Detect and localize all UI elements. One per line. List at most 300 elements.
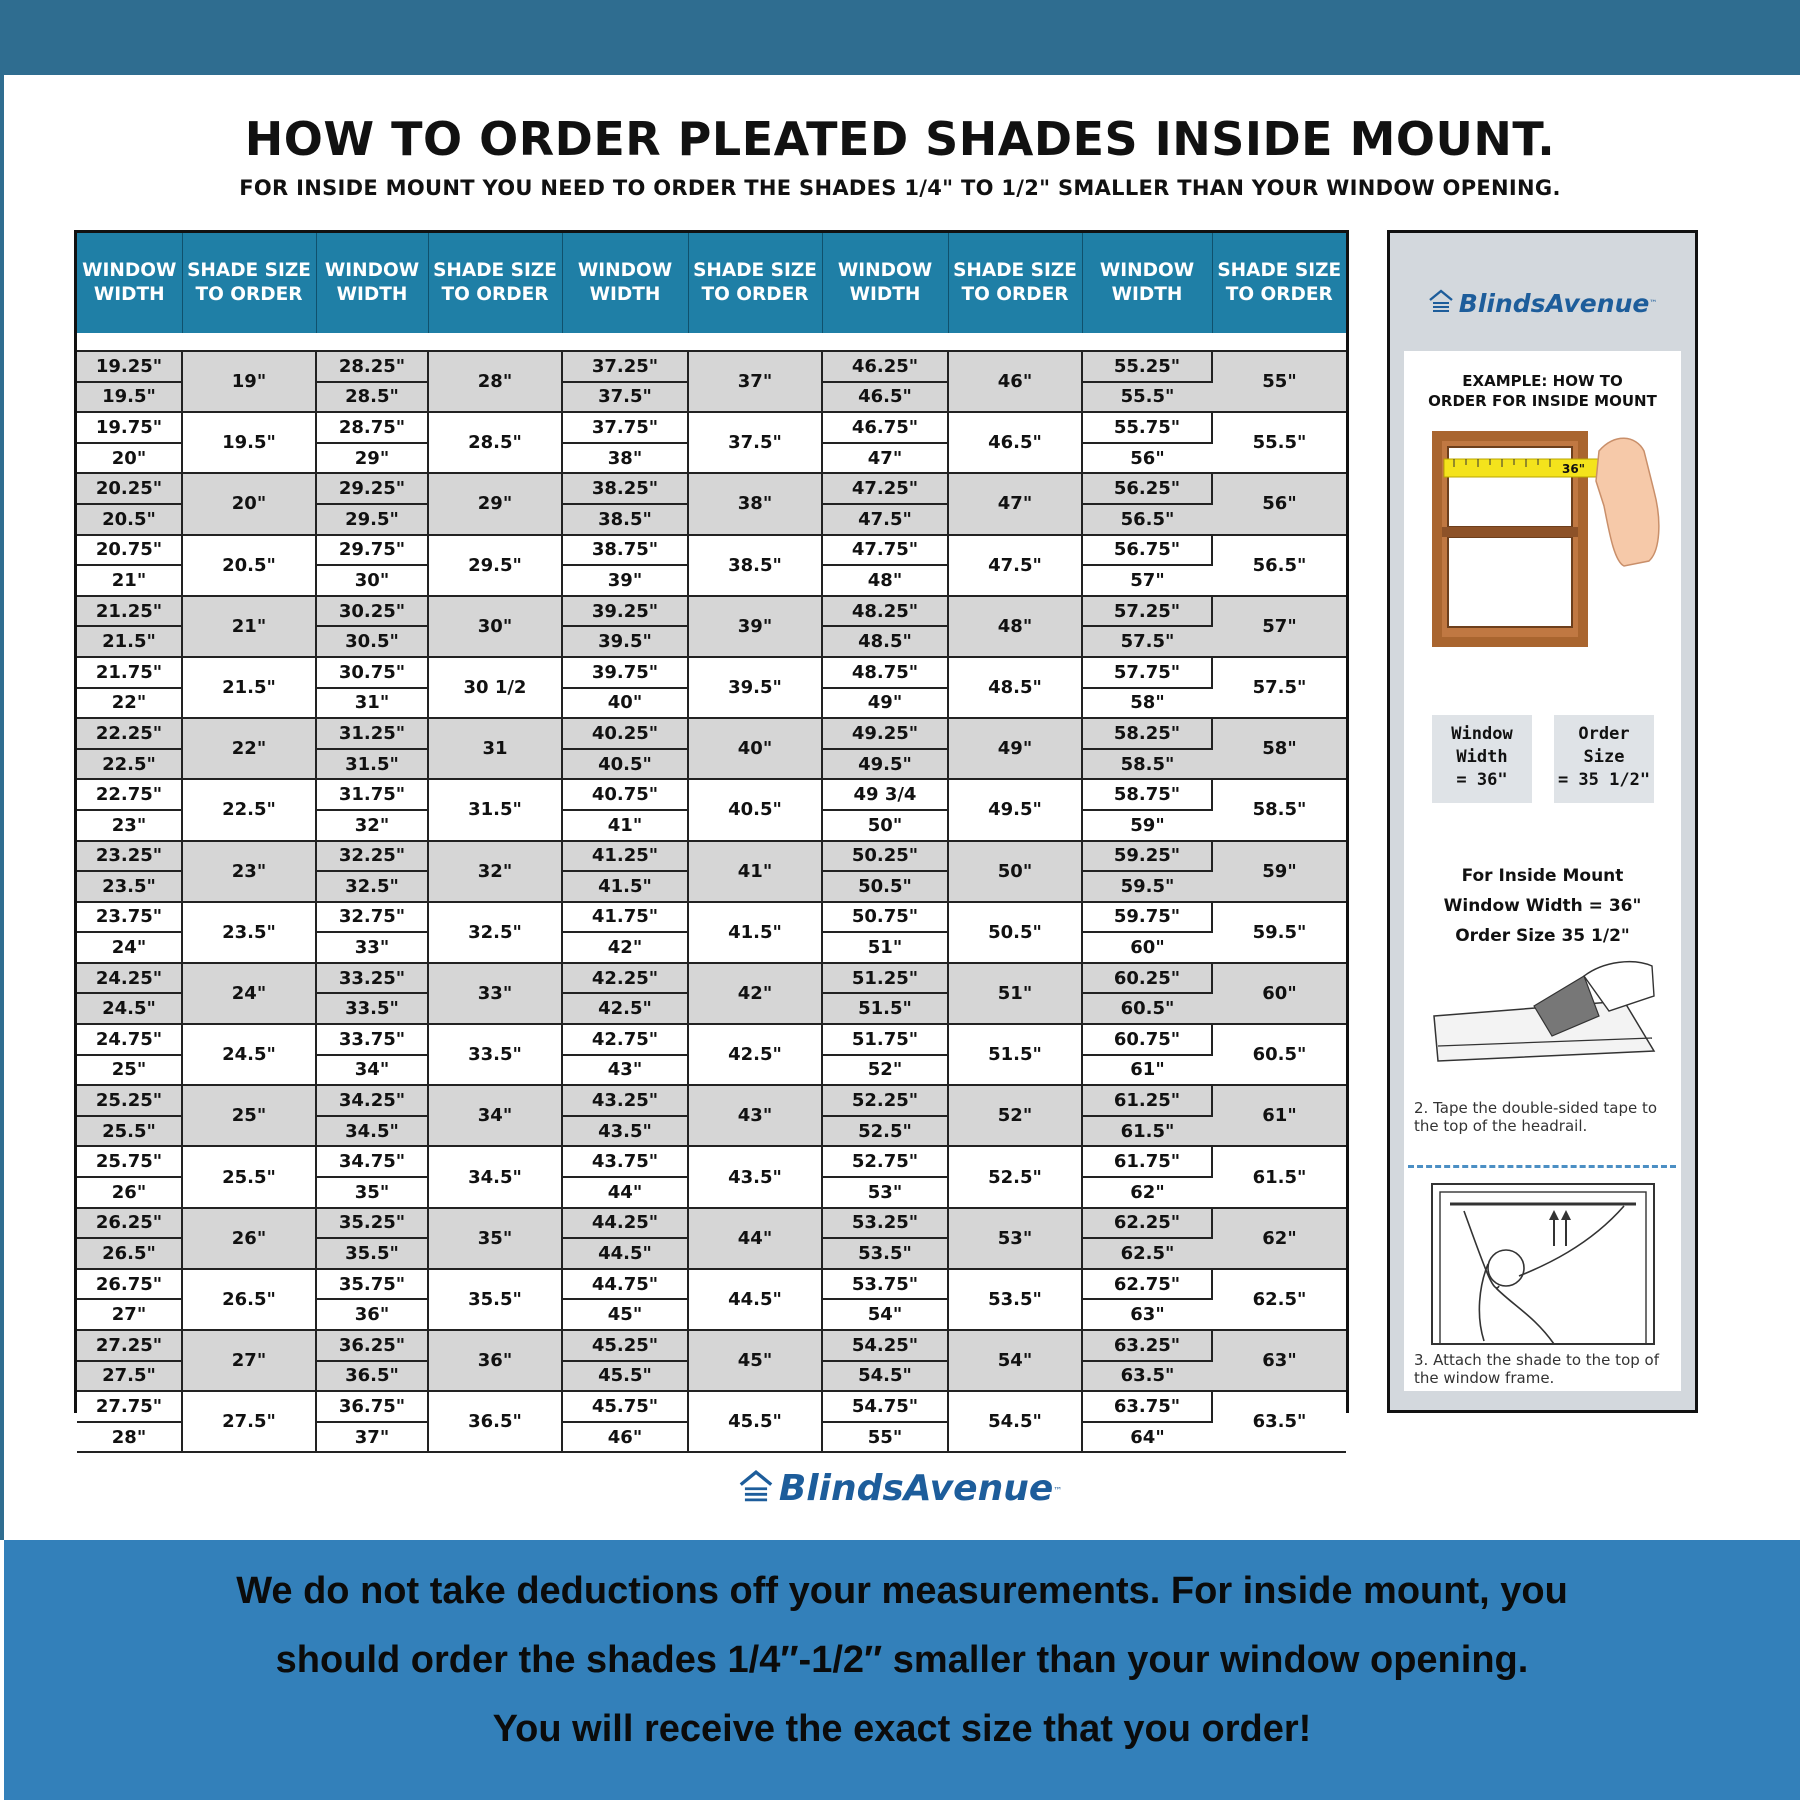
window-width-cell: 28" (77, 1422, 182, 1453)
shade-size-cell: 23" (182, 841, 316, 902)
shade-size-cell: 24.5" (182, 1024, 316, 1085)
shade-size-cell: 25.5" (182, 1146, 316, 1207)
window-width-cell: 38.5" (562, 504, 688, 535)
window-measuring-illustration (1424, 421, 1664, 651)
window-width-cell: 55" (822, 1422, 948, 1453)
shade-size-cell: 23.5" (182, 902, 316, 963)
shade-size-cell: 26" (182, 1208, 316, 1269)
window-width-cell: 55.5" (1082, 382, 1212, 413)
window-width-cell: 45.25" (562, 1330, 688, 1361)
window-width-cell: 24.75" (77, 1024, 182, 1055)
window-width-cell: 60.25" (1082, 963, 1212, 994)
shade-size-cell: 58.5" (1212, 779, 1346, 840)
window-width-cell: 26.75" (77, 1269, 182, 1300)
table-row (77, 1208, 1346, 1239)
shade-size-cell: 50.5" (948, 902, 1082, 963)
window-width-cell: 60.5" (1082, 993, 1212, 1024)
window-width-cell: 43.5" (562, 1116, 688, 1147)
header-line: WIDTH (1111, 284, 1183, 305)
house-roof-icon (738, 1468, 774, 1504)
table-row (77, 779, 1346, 810)
window-width-cell: 58.75" (1082, 779, 1212, 810)
header-line: TO ORDER (1225, 284, 1333, 305)
footer-notice (4, 1540, 1800, 1800)
header-line: TO ORDER (441, 284, 549, 305)
window-width-cell: 49 3/4 (822, 779, 948, 810)
spacer-cell (562, 333, 688, 351)
window-width-cell: 40.75" (562, 779, 688, 810)
window-width-cell: 51.75" (822, 1024, 948, 1055)
window-width-cell: 31.75" (316, 779, 428, 810)
window-width-cell: 34" (316, 1055, 428, 1086)
window-width-cell: 25.25" (77, 1085, 182, 1116)
window-width-cell: 57" (1082, 565, 1212, 596)
header-line: SHADE SIZE (1217, 260, 1342, 281)
shade-size-cell: 59.5" (1212, 902, 1346, 963)
header-line: SHADE SIZE (187, 260, 311, 281)
window-width-cell: 35.5" (316, 1238, 428, 1269)
shade-size-cell: 36" (428, 1330, 562, 1391)
header-shade-size-1 (428, 233, 562, 333)
window-width-cell: 42.5" (562, 993, 688, 1024)
window-width-cell: 55.25" (1082, 351, 1212, 382)
window-width-cell: 39" (562, 565, 688, 596)
window-width-box (1432, 715, 1532, 803)
window-width-cell: 49.5" (822, 749, 948, 780)
table-row (77, 1330, 1346, 1361)
shade-size-cell: 41" (688, 841, 822, 902)
header-shade-size-3 (948, 233, 1082, 333)
header-shade-size-0 (182, 233, 316, 333)
shade-size-cell: 41.5" (688, 902, 822, 963)
inside-mount-note (1404, 861, 1681, 951)
window-width-cell: 23" (77, 810, 182, 841)
window-width-cell: 23.75" (77, 902, 182, 933)
window-width-cell: 26" (77, 1177, 182, 1208)
shade-size-cell: 44" (688, 1208, 822, 1269)
window-width-cell: 48.5" (822, 626, 948, 657)
shade-size-cell: 34" (428, 1085, 562, 1146)
window-width-cell: 37" (316, 1422, 428, 1453)
window-width-cell: 36" (316, 1299, 428, 1330)
window-width-cell: 28.75" (316, 412, 428, 443)
window-width-cell: 19.75" (77, 412, 182, 443)
window-width-cell: 54.25" (822, 1330, 948, 1361)
window-width-cell: 26.25" (77, 1208, 182, 1239)
window-width-cell: 40.25" (562, 718, 688, 749)
window-width-cell: 33" (316, 932, 428, 963)
window-width-cell: 30.5" (316, 626, 428, 657)
inside-mount-note-line-1: For Inside Mount (1461, 866, 1624, 886)
header-line: WIDTH (93, 284, 165, 305)
window-width-cell: 25" (77, 1055, 182, 1086)
shade-size-cell: 48" (948, 596, 1082, 657)
shade-size-cell: 57.5" (1212, 657, 1346, 718)
window-width-cell: 23.25" (77, 841, 182, 872)
header-line: WINDOW (82, 260, 177, 281)
header-line: SHADE SIZE (433, 260, 557, 281)
window-width-cell: 50.25" (822, 841, 948, 872)
shade-size-cell: 22" (182, 718, 316, 779)
table-row (77, 963, 1346, 994)
window-width-cell: 49" (822, 688, 948, 719)
house-roof-icon (1428, 288, 1454, 314)
shade-size-cell: 32" (428, 841, 562, 902)
window-width-cell: 61" (1082, 1055, 1212, 1086)
window-width-cell: 22.25" (77, 718, 182, 749)
window-width-cell: 52.75" (822, 1146, 948, 1177)
window-width-cell: 57.5" (1082, 626, 1212, 657)
spacer-cell (948, 333, 1082, 351)
window-width-cell: 38.25" (562, 473, 688, 504)
step-2-text: 2. Tape the double-sided tape to the top of the headrail. (1414, 1099, 1658, 1135)
window-width-cell: 62" (1082, 1177, 1212, 1208)
window-width-cell: 58.5" (1082, 749, 1212, 780)
window-width-cell: 34.75" (316, 1146, 428, 1177)
window-width-cell: 28.5" (316, 382, 428, 413)
shade-size-cell: 54.5" (948, 1391, 1082, 1452)
table-row (77, 412, 1346, 443)
window-width-cell: 21.25" (77, 596, 182, 627)
window-width-cell: 37.75" (562, 412, 688, 443)
window-width-cell: 27.25" (77, 1330, 182, 1361)
window-width-cell: 21" (77, 565, 182, 596)
window-width-cell: 56.25" (1082, 473, 1212, 504)
window-width-cell: 24.25" (77, 963, 182, 994)
window-width-cell: 58" (1082, 688, 1212, 719)
window-width-cell: 20.25" (77, 473, 182, 504)
window-width-cell: 55.75" (1082, 412, 1212, 443)
window-width-cell: 35.75" (316, 1269, 428, 1300)
shade-size-cell: 53" (948, 1208, 1082, 1269)
table-spacer-row (77, 333, 1346, 351)
shade-size-cell: 39" (688, 596, 822, 657)
window-width-cell: 36.5" (316, 1361, 428, 1392)
shade-size-cell: 27.5" (182, 1391, 316, 1452)
shade-size-cell: 42" (688, 963, 822, 1024)
shade-size-cell: 58" (1212, 718, 1346, 779)
window-width-cell: 62.5" (1082, 1238, 1212, 1269)
window-width-cell: 19.5" (77, 382, 182, 413)
table-row (77, 902, 1346, 933)
inside-mount-note-line-3: Order Size 35 1/2" (1455, 926, 1630, 946)
window-width-cell: 54.75" (822, 1391, 948, 1422)
window-width-cell: 52.25" (822, 1085, 948, 1116)
shade-size-cell: 29" (428, 473, 562, 534)
window-width-cell: 63" (1082, 1299, 1212, 1330)
window-width-cell: 60" (1082, 932, 1212, 963)
window-width-cell: 32.5" (316, 871, 428, 902)
table-row (77, 596, 1346, 627)
window-width-cell: 56.5" (1082, 504, 1212, 535)
header-window-width-1 (316, 233, 428, 333)
window-width-cell: 32.25" (316, 841, 428, 872)
window-width-cell: 44" (562, 1177, 688, 1208)
order-size-label-2: Size (1583, 747, 1625, 767)
window-width-cell: 33.25" (316, 963, 428, 994)
shade-size-cell: 29.5" (428, 535, 562, 596)
window-width-cell: 38.75" (562, 535, 688, 566)
window-width-cell: 30.75" (316, 657, 428, 688)
window-width-cell: 57.25" (1082, 596, 1212, 627)
shade-size-cell: 43.5" (688, 1146, 822, 1207)
header-line: WINDOW (324, 260, 420, 281)
table-row (77, 1085, 1346, 1116)
window-width-cell: 22" (77, 688, 182, 719)
inside-mount-note-line-2: Window Width = 36" (1443, 896, 1642, 916)
window-width-cell: 51" (822, 932, 948, 963)
window-width-cell: 64" (1082, 1422, 1212, 1453)
window-width-cell: 58.25" (1082, 718, 1212, 749)
window-width-cell: 29.5" (316, 504, 428, 535)
example-title-line-2: ORDER FOR INSIDE MOUNT (1428, 392, 1657, 410)
window-width-cell: 21.75" (77, 657, 182, 688)
header-line: SHADE SIZE (953, 260, 1077, 281)
shade-size-cell: 53.5" (948, 1269, 1082, 1330)
shade-size-cell: 45" (688, 1330, 822, 1391)
window-width-cell: 50" (822, 810, 948, 841)
spacer-cell (182, 333, 316, 351)
shade-size-cell: 62" (1212, 1208, 1346, 1269)
window-width-cell: 32" (316, 810, 428, 841)
window-width-cell: 42.25" (562, 963, 688, 994)
top-banner (0, 0, 1800, 75)
window-width-cell: 36.25" (316, 1330, 428, 1361)
window-width-cell: 53.5" (822, 1238, 948, 1269)
shade-size-cell: 31 (428, 718, 562, 779)
window-width-cell: 44.5" (562, 1238, 688, 1269)
shade-size-cell: 61.5" (1212, 1146, 1346, 1207)
shade-size-cell: 49.5" (948, 779, 1082, 840)
table-row (77, 841, 1346, 872)
shade-size-cell: 19.5" (182, 412, 316, 473)
shade-size-cell: 44.5" (688, 1269, 822, 1330)
window-width-cell: 24" (77, 932, 182, 963)
window-width-cell: 49.25" (822, 718, 948, 749)
window-width-cell: 27.75" (77, 1391, 182, 1422)
shade-size-cell: 40" (688, 718, 822, 779)
window-width-cell: 39.5" (562, 626, 688, 657)
window-width-cell: 53.75" (822, 1269, 948, 1300)
left-edge-stripe (0, 75, 4, 1540)
header-window-width-2 (562, 233, 688, 333)
window-width-cell: 22.75" (77, 779, 182, 810)
window-width-cell: 54" (822, 1299, 948, 1330)
shade-size-cell: 52.5" (948, 1146, 1082, 1207)
window-width-cell: 43" (562, 1055, 688, 1086)
window-width-cell: 33.75" (316, 1024, 428, 1055)
header-line: WIDTH (336, 284, 408, 305)
window-width-cell: 52" (822, 1055, 948, 1086)
window-width-cell: 30" (316, 565, 428, 596)
shade-size-cell: 22.5" (182, 779, 316, 840)
shade-size-cell: 20.5" (182, 535, 316, 596)
window-width-cell: 47.75" (822, 535, 948, 566)
window-width-cell: 63.25" (1082, 1330, 1212, 1361)
window-width-value: = 36" (1456, 770, 1508, 790)
table-row (77, 1146, 1346, 1177)
shade-size-cell: 36.5" (428, 1391, 562, 1452)
spacer-cell (1212, 333, 1346, 351)
window-width-cell: 45.5" (562, 1361, 688, 1392)
tape-measure-label: 36" (1562, 462, 1585, 476)
example-panel (1387, 230, 1698, 1413)
table-row (77, 351, 1346, 382)
window-width-cell: 53" (822, 1177, 948, 1208)
spacer-cell (316, 333, 428, 351)
header-window-width-3 (822, 233, 948, 333)
window-width-cell: 63.5" (1082, 1361, 1212, 1392)
shade-size-cell: 30 1/2 (428, 657, 562, 718)
window-width-cell: 25.75" (77, 1146, 182, 1177)
window-width-cell: 46" (562, 1422, 688, 1453)
window-width-cell: 40.5" (562, 749, 688, 780)
order-size-value: = 35 1/2" (1557, 770, 1651, 790)
shade-size-cell: 37" (688, 351, 822, 412)
table-row (77, 718, 1346, 749)
step-3-text: 3. Attach the shade to the top of the window frame. (1414, 1351, 1659, 1387)
shade-size-cell: 61" (1212, 1085, 1346, 1146)
shade-size-cell: 46" (948, 351, 1082, 412)
shade-size-cell: 63" (1212, 1330, 1346, 1391)
window-width-cell: 31.25" (316, 718, 428, 749)
footer-brand-logo (0, 1468, 1800, 1509)
window-width-cell: 43.75" (562, 1146, 688, 1177)
window-width-cell: 37.25" (562, 351, 688, 382)
window-width-cell: 50.75" (822, 902, 948, 933)
spacer-cell (688, 333, 822, 351)
shade-size-cell: 60" (1212, 963, 1346, 1024)
header-line: TO ORDER (961, 284, 1069, 305)
shade-size-cell: 28" (428, 351, 562, 412)
window-width-cell: 27" (77, 1299, 182, 1330)
window-width-cell: 47.5" (822, 504, 948, 535)
table-row (77, 1391, 1346, 1422)
header-line: WIDTH (589, 284, 661, 305)
window-width-cell: 20.5" (77, 504, 182, 535)
window-width-cell: 59.5" (1082, 871, 1212, 902)
example-title (1404, 371, 1681, 411)
shade-size-cell: 24" (182, 963, 316, 1024)
table-header-row (77, 233, 1346, 333)
shade-size-cell: 33.5" (428, 1024, 562, 1085)
window-width-cell: 47.25" (822, 473, 948, 504)
window-width-cell: 20" (77, 443, 182, 474)
window-width-cell: 36.75" (316, 1391, 428, 1422)
table-row (77, 535, 1346, 566)
window-width-cell: 46.5" (822, 382, 948, 413)
window-width-cell: 29.25" (316, 473, 428, 504)
window-width-cell: 25.5" (77, 1116, 182, 1147)
side-brand-tm: ™ (1649, 298, 1658, 308)
window-width-cell: 29" (316, 443, 428, 474)
window-width-cell: 40" (562, 688, 688, 719)
shade-size-cell: 57" (1212, 596, 1346, 657)
shade-size-cell: 25" (182, 1085, 316, 1146)
window-width-cell: 44.75" (562, 1269, 688, 1300)
example-card (1404, 351, 1681, 1391)
shade-size-cell: 52" (948, 1085, 1082, 1146)
header-shade-size-2 (688, 233, 822, 333)
window-width-cell: 38" (562, 443, 688, 474)
window-width-cell: 31" (316, 688, 428, 719)
header-line: WIDTH (849, 284, 921, 305)
window-width-cell: 31.5" (316, 749, 428, 780)
window-width-cell: 43.25" (562, 1085, 688, 1116)
size-grid (77, 233, 1346, 1453)
window-width-cell: 39.25" (562, 596, 688, 627)
shade-size-cell: 30" (428, 596, 562, 657)
side-brand-logo (1390, 288, 1695, 318)
shade-size-cell: 19" (182, 351, 316, 412)
window-width-cell: 32.75" (316, 902, 428, 933)
shade-size-cell: 33" (428, 963, 562, 1024)
spacer-cell (77, 333, 182, 351)
window-width-cell: 41" (562, 810, 688, 841)
header-line: WINDOW (577, 260, 673, 281)
shade-size-cell: 54" (948, 1330, 1082, 1391)
window-width-cell: 47" (822, 443, 948, 474)
table-row (77, 473, 1346, 504)
shade-size-cell: 34.5" (428, 1146, 562, 1207)
window-width-cell: 46.75" (822, 412, 948, 443)
window-width-cell: 20.75" (77, 535, 182, 566)
shade-size-cell: 35.5" (428, 1269, 562, 1330)
footer-line-1: We do not take deductions off your measurements. For inside mount, you (236, 1570, 1568, 1612)
size-chart-table (74, 230, 1349, 1448)
header-line: WINDOW (837, 260, 933, 281)
window-width-cell: 35" (316, 1177, 428, 1208)
header-window-width-0 (77, 233, 182, 333)
shade-size-cell: 46.5" (948, 412, 1082, 473)
header-shade-size-4 (1212, 233, 1346, 333)
table-row (77, 1024, 1346, 1055)
shade-size-cell: 28.5" (428, 412, 562, 473)
shade-size-cell: 32.5" (428, 902, 562, 963)
shade-size-cell: 35" (428, 1208, 562, 1269)
window-width-cell: 45" (562, 1299, 688, 1330)
window-width-cell: 59.25" (1082, 841, 1212, 872)
window-width-cell: 41.75" (562, 902, 688, 933)
header-line: WINDOW (1099, 260, 1195, 281)
window-width-cell: 56" (1082, 443, 1212, 474)
order-size-box (1554, 715, 1654, 803)
shade-size-cell: 49" (948, 718, 1082, 779)
shade-size-cell: 39.5" (688, 657, 822, 718)
window-width-cell: 23.5" (77, 871, 182, 902)
window-width-cell: 42.75" (562, 1024, 688, 1055)
shade-size-cell: 37.5" (688, 412, 822, 473)
window-width-cell: 39.75" (562, 657, 688, 688)
shade-size-cell: 47.5" (948, 535, 1082, 596)
shade-size-cell: 60.5" (1212, 1024, 1346, 1085)
window-width-cell: 41.25" (562, 841, 688, 872)
shade-size-cell: 21" (182, 596, 316, 657)
order-size-label-1: Order (1578, 724, 1630, 744)
window-width-label-2: Width (1456, 747, 1508, 767)
shade-size-cell: 63.5" (1212, 1391, 1346, 1452)
window-width-cell: 28.25" (316, 351, 428, 382)
shade-size-cell: 55" (1212, 351, 1346, 412)
window-width-cell: 34.25" (316, 1085, 428, 1116)
window-width-cell: 46.25" (822, 351, 948, 382)
window-width-cell: 61.5" (1082, 1116, 1212, 1147)
window-width-cell: 51.25" (822, 963, 948, 994)
window-width-cell: 26.5" (77, 1238, 182, 1269)
window-width-cell: 61.75" (1082, 1146, 1212, 1177)
shade-size-cell: 26.5" (182, 1269, 316, 1330)
window-width-cell: 19.25" (77, 351, 182, 382)
